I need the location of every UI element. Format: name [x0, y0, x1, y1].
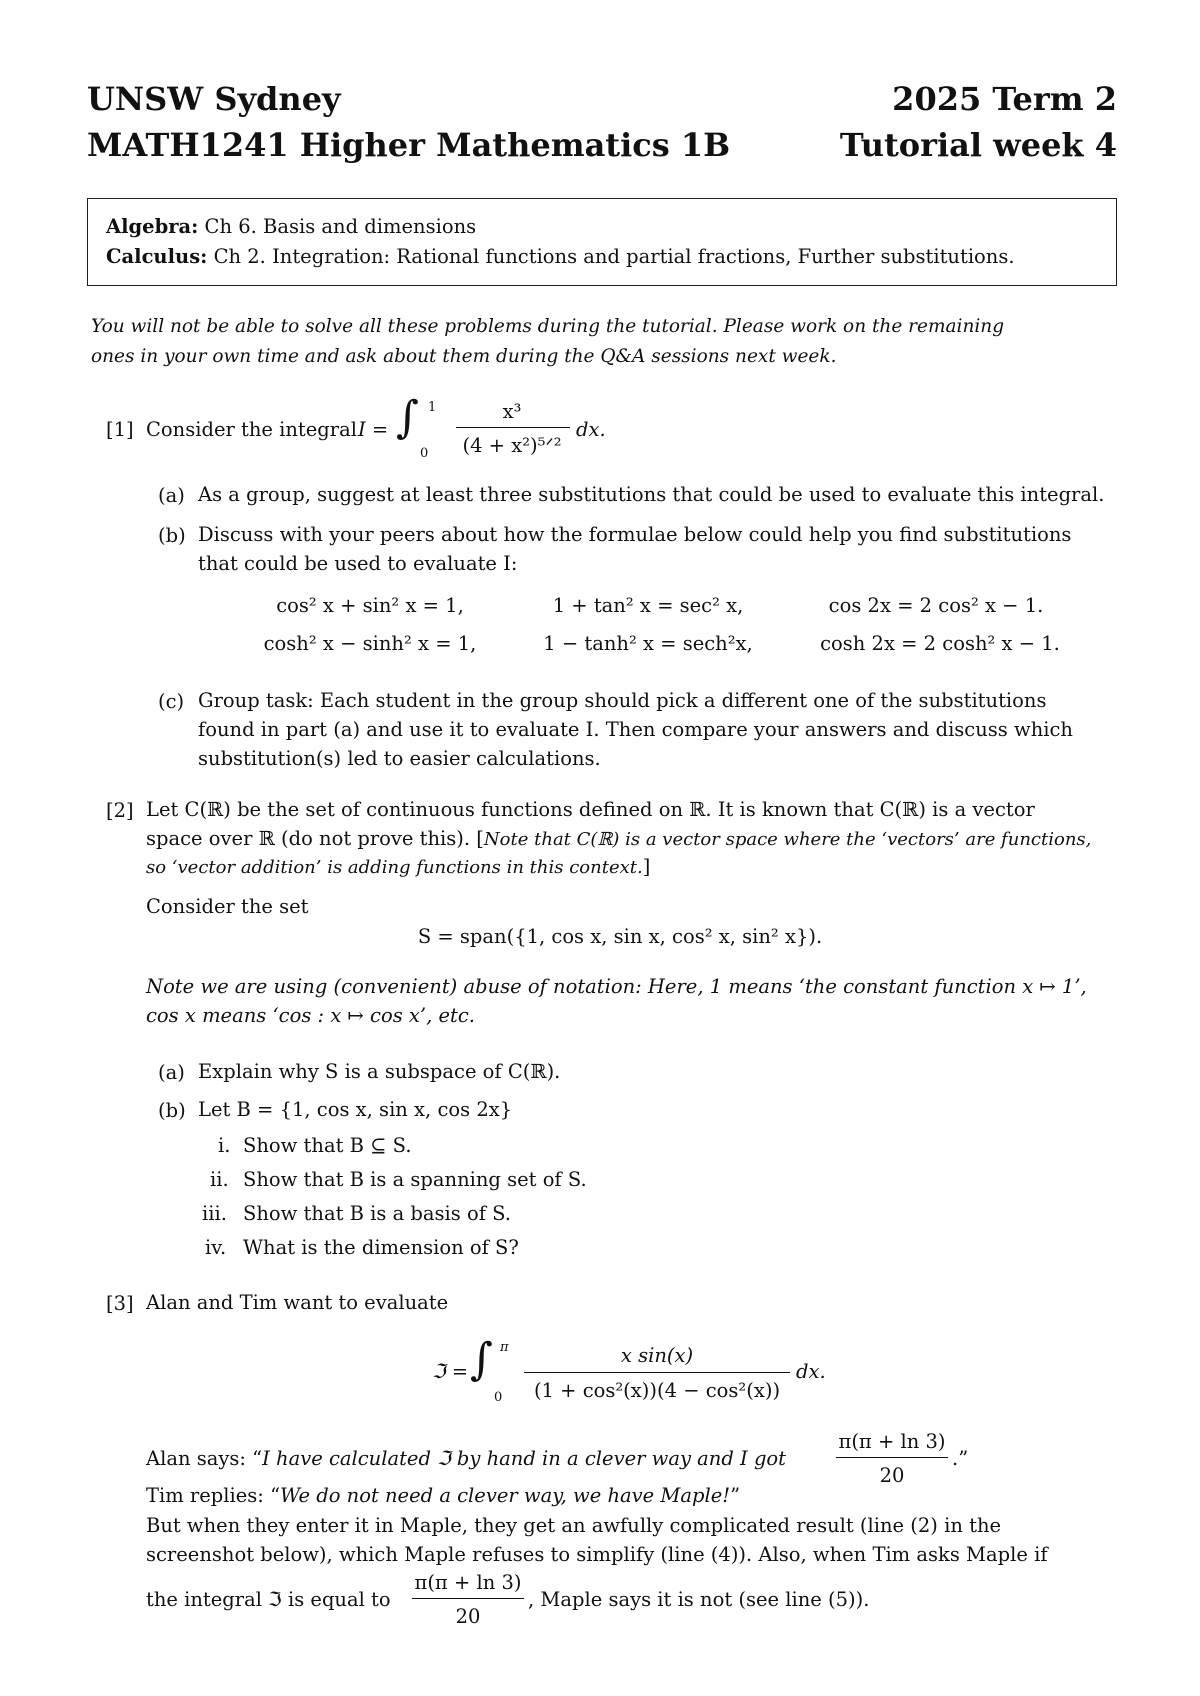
q2b-sub-iii-text: Show that B is a basis of S.: [243, 1202, 511, 1225]
q2-line-2a: space over ℝ (do not prove this). [: [146, 827, 484, 850]
q1a-text: As a group, suggest at least three substitutions that could be used to evaluate this integral.: [198, 483, 1105, 506]
tim-end: ”: [730, 1484, 741, 1507]
q3-fraction-bar: [524, 1372, 790, 1373]
formula-r1-c3: cos 2x = 2 cos² x − 1.: [828, 594, 1044, 617]
q3-lhs: ℑ =: [432, 1360, 469, 1383]
university-title: UNSW Sydney: [87, 80, 341, 118]
formula-r2-c3: cosh 2x = 2 cosh² x − 1.: [820, 632, 1060, 655]
q3-frac-num: π(π + ln 3): [414, 1571, 522, 1594]
alan-frac-num: π(π + ln 3): [838, 1430, 946, 1453]
q2a-label: (a): [158, 1061, 185, 1084]
intro-line-1: You will not be able to solve all these problems during the tutorial. Please work on the remaining: [91, 316, 1005, 337]
q3-dx: dx.: [796, 1360, 826, 1383]
alan-frac-den: 20: [879, 1464, 905, 1487]
calculus-text: Ch 2. Integration: Rational functions and partial fractions, Further substitutions.: [213, 245, 1015, 268]
q3-denominator: (1 + cos²(x))(4 − cos²(x)): [533, 1379, 781, 1402]
q2-line-2: [146, 829, 1091, 849]
calculus-topic: [106, 245, 1015, 268]
q2b-text: Let B = {1, cos x, sin x, cos 2x}: [198, 1098, 513, 1121]
alan-prefix: Alan says: “: [146, 1447, 263, 1470]
q3-frac-den: 20: [455, 1605, 481, 1628]
q2b-sub-i-label: i.: [218, 1134, 231, 1157]
q1-integral-lhs: I =: [358, 418, 389, 441]
alan-frac-bar: [836, 1457, 948, 1458]
q2-line-3: [146, 857, 650, 877]
topics-box: [87, 198, 1117, 286]
q2-line-1: Let C(ℝ) be the set of continuous functions defined on ℝ. It is known that C(ℝ) is a vector: [146, 798, 1035, 821]
q2-note-2: cos x means ‘cos : x ↦ cos x’, etc.: [146, 1004, 476, 1027]
alan-end: .”: [952, 1447, 969, 1470]
q2-line-3-text: so ‘vector addition’ is adding functions in this context.: [146, 857, 643, 878]
week-label: Tutorial week 4: [839, 126, 1117, 164]
formula-r2-c2: 1 − tanh² x = sech²x,: [543, 632, 753, 655]
formula-r1-c2: 1 + tan² x = sec² x,: [552, 594, 744, 617]
q2-line-3-end: ]: [642, 855, 651, 878]
tim-replies: [146, 1486, 740, 1506]
q2-consider: Consider the set: [146, 895, 309, 918]
calculus-label: Calculus:: [106, 245, 208, 268]
q2-note-1: Note we are using (convenient) abuse of notation: Here, 1 means ‘the constant function x ↦ 1’,: [146, 975, 1087, 998]
integral-sign-icon-2: ∫: [470, 1334, 493, 1385]
q1-stem: Consider the integral: [146, 418, 357, 441]
q1b-line-1: Discuss with your peers about how the formulae below could help you find substitutions: [198, 523, 1072, 546]
q1-denominator: (4 + x²)⁵ᐟ²: [462, 434, 562, 457]
q3-para-line-1: But when they enter it in Maple, they get an awfully complicated result (line (2) in the: [146, 1514, 1002, 1537]
q1b-label: (b): [158, 524, 186, 547]
course-title: MATH1241 Higher Mathematics 1B: [87, 126, 731, 164]
q1c-label: (c): [158, 690, 185, 713]
q3-upper-limit: π: [500, 1340, 509, 1355]
algebra-label: Algebra:: [106, 215, 199, 238]
formula-r2-c1: cosh² x − sinh² x = 1,: [263, 632, 477, 655]
q2b-sub-iv-label: iv.: [205, 1236, 227, 1259]
q1-numerator: x³: [502, 400, 522, 423]
q2-number: [2]: [106, 799, 134, 822]
formula-r1-c1: cos² x + sin² x = 1,: [276, 594, 464, 617]
q1c-line-2: found in part (a) and use it to evaluate I. Then compare your answers and discuss which: [198, 718, 1073, 741]
term-label: 2025 Term 2: [892, 80, 1117, 118]
q2b-label: (b): [158, 1099, 186, 1122]
integral-sign-icon: ∫: [396, 392, 419, 443]
q2b-sub-i-text: Show that B ⊆ S.: [243, 1134, 412, 1157]
alan-quote: I have calculated ℑ by hand in a clever way and I got: [262, 1447, 787, 1470]
intro-line-2: ones in your own time and ask about them during the Q&A sessions next week.: [91, 346, 837, 367]
alan-says: [146, 1449, 786, 1469]
q2-set-definition: S = span({1, cos x, sin x, cos² x, sin² x}).: [417, 925, 823, 948]
algebra-text: Ch 6. Basis and dimensions: [204, 215, 477, 238]
algebra-topic: [106, 215, 476, 238]
q3-lower-limit: 0: [494, 1390, 503, 1405]
q1-lower-limit: 0: [420, 446, 429, 461]
q3-para-line-3-pre: the integral ℑ is equal to: [146, 1588, 391, 1611]
q2b-sub-ii-text: Show that B is a spanning set of S.: [243, 1168, 587, 1191]
q1-fraction-bar: [456, 427, 570, 428]
q1b-line-2: that could be used to evaluate I:: [198, 552, 518, 575]
q3-para-line-2: screenshot below), which Maple refuses to simplify (line (4)). Also, when Tim asks Maple if: [146, 1543, 1048, 1566]
q2b-sub-iv-text: What is the dimension of S?: [243, 1236, 519, 1259]
q3-frac-bar: [412, 1598, 524, 1599]
q3-para-line-3-post: , Maple says it is not (see line (5)).: [528, 1588, 870, 1611]
q3-stem: Alan and Tim want to evaluate: [146, 1291, 449, 1314]
q1-number: [1]: [106, 418, 134, 441]
q3-number: [3]: [106, 1292, 134, 1315]
q1a-label: (a): [158, 484, 185, 507]
q2b-sub-ii-label: ii.: [210, 1168, 229, 1191]
q1-upper-limit: 1: [428, 400, 437, 415]
q1c-line-1: Group task: Each student in the group should pick a different one of the substitutions: [198, 689, 1047, 712]
tim-quote: We do not need a clever way, we have Maple!: [280, 1484, 731, 1507]
q1c-line-3: substitution(s) led to easier calculations.: [198, 747, 601, 770]
tim-prefix: Tim replies: “: [146, 1484, 281, 1507]
q2b-sub-iii-label: iii.: [202, 1202, 227, 1225]
q3-numerator: x sin(x): [620, 1344, 694, 1367]
q1-dx: dx.: [576, 418, 606, 441]
q2a-text: Explain why S is a subspace of C(ℝ).: [198, 1060, 561, 1083]
q2-line-2b: Note that C(ℝ) is a vector space where the ‘vectors’ are functions,: [483, 829, 1092, 850]
